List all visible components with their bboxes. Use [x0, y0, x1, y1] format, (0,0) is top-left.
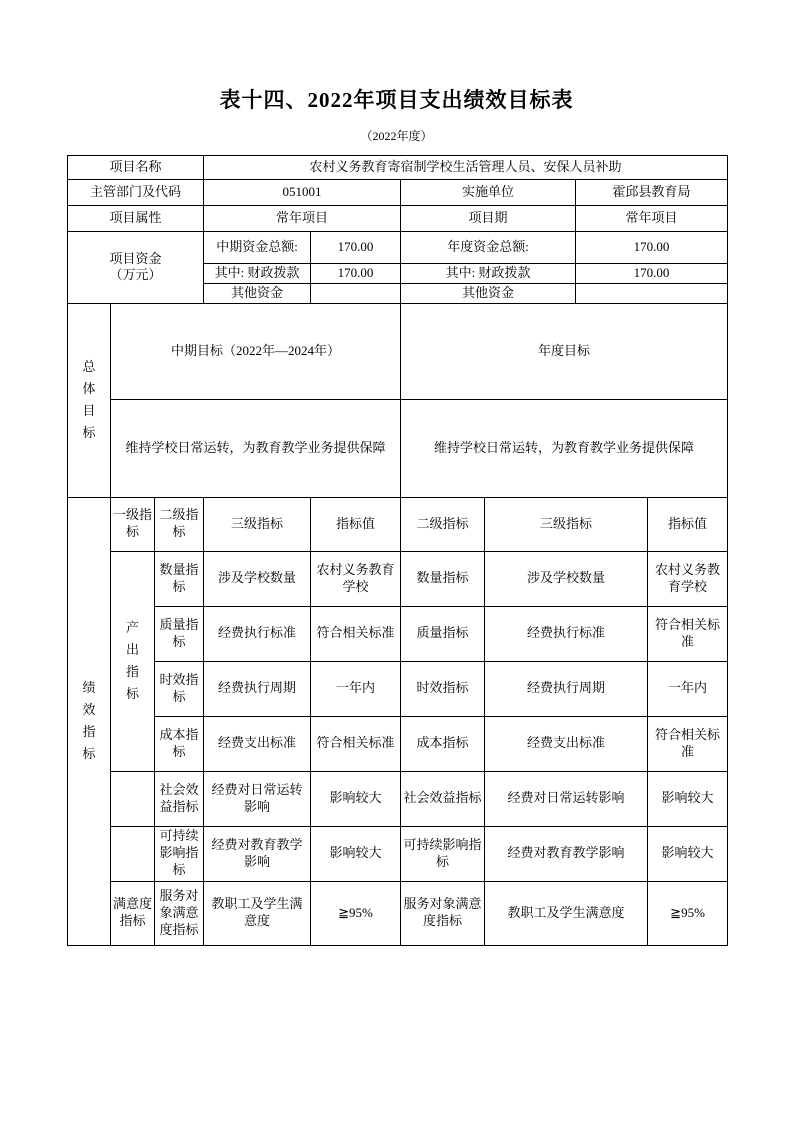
level2-cell-right: 可持续影响指标: [401, 826, 485, 881]
level3-cell: 涉及学校数量: [204, 551, 311, 606]
annual-fiscal-label: 其中: 财政拨款: [401, 264, 576, 284]
level2-cell: 质量指标: [155, 606, 204, 661]
level3-cell: 经费支出标准: [204, 716, 311, 771]
attribute-value: 常年项目: [204, 206, 401, 232]
perf-header-level2-left: 二级指标: [155, 497, 204, 551]
annual-other-value: [576, 283, 728, 303]
perf-row-sustainability: [68, 826, 728, 881]
level2-cell: 时效指标: [155, 661, 204, 716]
level2-cell: 成本指标: [155, 716, 204, 771]
mid-total-label: 中期资金总额:: [204, 232, 311, 264]
level2-cell: 服务对象满意度指标: [155, 881, 204, 945]
level1-cell: 满意度指标: [111, 881, 155, 945]
output-group-label-text: 产出指标: [125, 620, 139, 702]
impl-unit-value: 霍邱县教育局: [576, 180, 728, 206]
annual-other-label: 其他资金: [401, 283, 576, 303]
perf-header-level3-right: 三级指标: [485, 497, 648, 551]
department-label: 主管部门及代码: [68, 180, 204, 206]
annual-total-value: 170.00: [576, 232, 728, 264]
project-name-row: [68, 156, 728, 180]
level2-cell-right: 社会效益指标: [401, 771, 485, 826]
perf-row-social-benefit: [68, 771, 728, 826]
page-subtitle: （2022年度）: [360, 129, 433, 143]
level2-cell-right: 成本指标: [401, 716, 485, 771]
perf-row-timeliness: [68, 661, 728, 716]
perf-row-satisfaction: [68, 881, 728, 945]
value-cell: 一年内: [311, 661, 401, 716]
perf-header-level2-right: 二级指标: [401, 497, 485, 551]
perf-row-quality: [68, 606, 728, 661]
annual-goal-text: 维持学校日常运转，为教育教学业务提供保障: [401, 399, 728, 497]
annual-goal-header: 年度目标: [401, 303, 728, 399]
level3-cell: 经费对日常运转影响: [204, 771, 311, 826]
level2-cell-right: 数量指标: [401, 551, 485, 606]
annual-fiscal-value: 170.00: [576, 264, 728, 284]
mid-goal-text: 维持学校日常运转，为教育教学业务提供保障: [111, 399, 401, 497]
project-name-label: 项目名称: [68, 156, 204, 180]
mid-fiscal-label: 其中: 财政拨款: [204, 264, 311, 284]
level1-empty-cell: [111, 771, 155, 826]
level3-cell-right: 经费支出标准: [485, 716, 648, 771]
funds-label: [68, 232, 204, 304]
funds-total-row: [68, 232, 728, 264]
perf-header-level1: 一级指标: [111, 497, 155, 551]
level3-cell: 经费对教育教学影响: [204, 826, 311, 881]
overall-goal-header-row: [68, 303, 728, 399]
level3-cell-right: 经费执行标准: [485, 606, 648, 661]
output-group-label: [111, 551, 155, 771]
level2-cell: 可持续影响指标: [155, 826, 204, 881]
overall-goal-label-text: 总体目标: [82, 359, 96, 441]
perf-header-value-left: 指标值: [311, 497, 401, 551]
attribute-row: [68, 206, 728, 232]
mid-fiscal-value: 170.00: [311, 264, 401, 284]
value-cell-right: 影响较大: [648, 826, 728, 881]
perf-header-level3-left: 三级指标: [204, 497, 311, 551]
mid-other-label: 其他资金: [204, 283, 311, 303]
level2-cell: 社会效益指标: [155, 771, 204, 826]
level2-cell: 数量指标: [155, 551, 204, 606]
mid-goal-header: 中期目标（2022年—2024年）: [111, 303, 401, 399]
value-cell: 影响较大: [311, 826, 401, 881]
performance-target-table: [67, 155, 728, 946]
level3-cell: 教职工及学生满意度: [204, 881, 311, 945]
value-cell: 影响较大: [311, 771, 401, 826]
level3-cell-right: 经费对教育教学影响: [485, 826, 648, 881]
level3-cell: 经费执行周期: [204, 661, 311, 716]
department-row: [68, 180, 728, 206]
value-cell: 符合相关标准: [311, 716, 401, 771]
page-title: 表十四、2022年项目支出绩效目标表: [219, 88, 574, 112]
level3-cell-right: 经费执行周期: [485, 661, 648, 716]
perf-section-label-text: 绩效指标: [82, 680, 96, 762]
value-cell-right: 影响较大: [648, 771, 728, 826]
level2-cell-right: 质量指标: [401, 606, 485, 661]
perf-section-label: [68, 497, 111, 945]
level3-cell-right: 涉及学校数量: [485, 551, 648, 606]
level3-cell-right: 教职工及学生满意度: [485, 881, 648, 945]
attribute-label: 项目属性: [68, 206, 204, 232]
annual-total-label: 年度资金总额:: [401, 232, 576, 264]
overall-goal-body-row: [68, 399, 728, 497]
department-code: 051001: [204, 180, 401, 206]
perf-header-value-right: 指标值: [648, 497, 728, 551]
value-cell-right: ≧95%: [648, 881, 728, 945]
perf-row-quantity: [68, 551, 728, 606]
period-value: 常年项目: [576, 206, 728, 232]
mid-total-value: 170.00: [311, 232, 401, 264]
value-cell: 农村义务教育学校: [311, 551, 401, 606]
value-cell-right: 符合相关标准: [648, 716, 728, 771]
value-cell-right: 符合相关标准: [648, 606, 728, 661]
level2-cell-right: 时效指标: [401, 661, 485, 716]
level3-cell-right: 经费对日常运转影响: [485, 771, 648, 826]
mid-other-value: [311, 283, 401, 303]
impl-unit-label: 实施单位: [401, 180, 576, 206]
level3-cell: 经费执行标准: [204, 606, 311, 661]
period-label: 项目期: [401, 206, 576, 232]
perf-header-row: [68, 497, 728, 551]
level1-empty-cell: [111, 826, 155, 881]
value-cell-right: 农村义务教育学校: [648, 551, 728, 606]
funds-label-text: 项目资金（万元）: [109, 250, 162, 283]
value-cell-right: 一年内: [648, 661, 728, 716]
project-name-value: 农村义务教育寄宿制学校生活管理人员、安保人员补助: [204, 156, 728, 180]
level2-cell-right: 服务对象满意度指标: [401, 881, 485, 945]
value-cell: 符合相关标准: [311, 606, 401, 661]
overall-goal-label: [68, 303, 111, 497]
value-cell: ≧95%: [311, 881, 401, 945]
perf-row-cost: [68, 716, 728, 771]
